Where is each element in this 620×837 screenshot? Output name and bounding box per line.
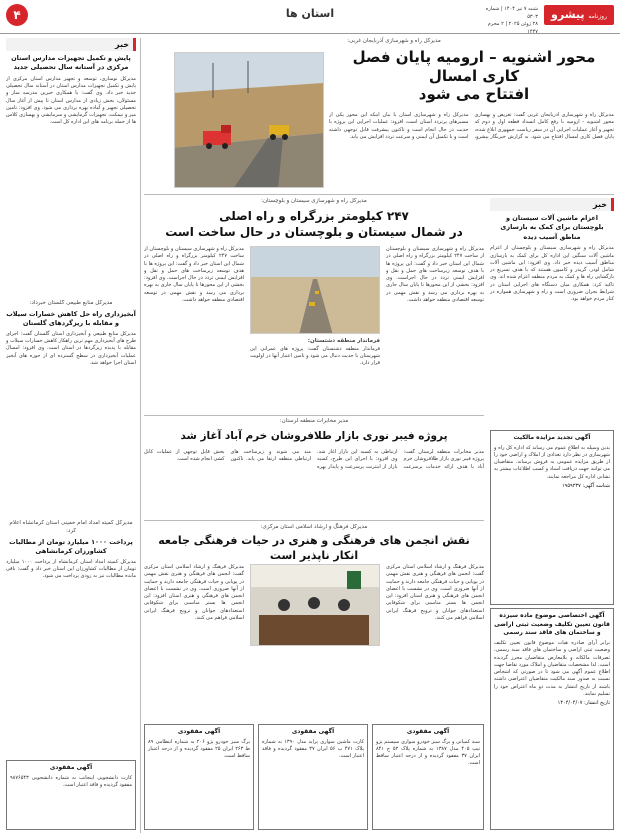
highway-photo	[250, 247, 379, 334]
lost-ad-1-text: برگ سبز خودرو پژو ۲۰۶ به شماره انتظامی ۸۹ ط ۲۶۳ ایران ۲۵ مفقود گردیده و از درجه اعتبار ساقط است.	[148, 738, 251, 760]
roller-icon	[309, 302, 315, 306]
road-photo	[250, 246, 380, 334]
lead-kicker: مدیرکل راه و شهرسازی آذربایجان غربی:	[347, 38, 441, 44]
road-body-2	[144, 246, 244, 411]
fiber-story	[144, 418, 484, 518]
culture-text: مدیرکل فرهنگ و ارشاد اسلامی استان مرکزی گفت: انجمن های فرهنگی و هنری نقش مهمی در پویایی و حیات فرهنگی جامعه دارند و حمایت از آنها ضروری است. وی در نشست با اعضای انجمن های فرهنگی و هنری استان افزود: این انجمن ها بستر مناسبی برای شکوفایی استعدادهای جوانان و ترویج فرهنگ ایرانی اسلامی فراهم می کنند.	[386, 564, 484, 621]
left-story-3	[6, 520, 136, 760]
left-story-3-title: پرداخت ۱۰۰۰ میلیارد تومان از مطالبات کشاورزان کرمانشاهی	[9, 537, 133, 556]
lead-headline	[334, 48, 614, 104]
culture-photo	[250, 564, 380, 646]
caption-text: فرماندار منطقه دشتستان گفت: پروژه های عمرانی این شهرستان با جدیت دنبال می شود و تامین اعتبار آنها در اولویت قرار دارد.	[250, 345, 380, 367]
flag-icon	[347, 571, 361, 589]
road-construction-photo	[174, 53, 323, 188]
lead-body	[329, 112, 614, 190]
road-text-continued: مدیرکل راه و شهرسازی سیستان و بلوچستان از ساخت ۲۴۷ کیلومتر بزرگراه و راه اصلی در شمال این استان خبر داد و گفت: این پروژه ها با هدف توسعه زیرساخت های حمل و نقل و افزایش ایمنی تردد در حال اجراست. وی افزود: بخشی از این محورها تا پایان سال جاری به بهره برداری می رسد و نقش مهمی در توسعه اقتصادی منطقه خواهد داشت.	[144, 246, 244, 303]
road-headline-line2: در شمال سیستان و بلوچستان در حال ساخت است	[165, 225, 463, 240]
lead-story	[174, 38, 614, 190]
culture-story	[144, 524, 484, 720]
lost-ad-2	[258, 724, 368, 830]
newspaper-logo	[544, 5, 614, 25]
page-number: ۴	[6, 4, 28, 26]
lost-ad-4-text: کارت دانشجویی اینجانب به شماره دانشجویی ۹۸۷۶۵۴۳ مفقود گردیده و فاقد اعتبار است.	[10, 774, 132, 788]
culture-text-continued: مدیرکل فرهنگ و ارشاد اسلامی استان مرکزی گفت: انجمن های فرهنگی و هنری نقش مهمی در پویایی و حیات فرهنگی جامعه دارند و حمایت از آنها ضروری است. وی در نشست با اعضای انجمن های فرهنگی و هنری استان افزود: این انجمن ها بستر مناسبی برای شکوفایی استعدادهای جوانان و ترویج فرهنگ ایرانی اسلامی فراهم می کنند.	[144, 564, 244, 621]
divider	[144, 194, 614, 195]
brand-prefix: روزنامه	[588, 13, 607, 20]
right-news-box	[490, 198, 614, 428]
road-headline	[144, 208, 484, 240]
left-story-3-text: مدیرکل کمیته امداد استان کرمانشاه از پرداخت ۱۰۰۰ میلیارد تومان از مطالبات کشاورزان این استان خبر داد و گفت: باقی مانده مطالبات نیز به زودی پرداخت می شود.	[6, 558, 136, 580]
right-news-title: اعزام ماشین آلات سیستان و بلوچستان برای کمک به بازسازی مناطق آسیب دیده	[500, 214, 604, 241]
notice-title: آگهی اختصاصی موضوع ماده سیزده قانون تعیین تکلیف وضعیت ثبتی اراضی و ساختمان های فاقد سند رسمی	[494, 612, 610, 637]
divider	[144, 520, 484, 521]
road-headline-line1: ۲۴۷ کیلومتر بزرگراه و راه اصلی	[219, 208, 409, 223]
left-story-2-text: مدیرکل منابع طبیعی و آبخیزداری استان گلستان گفت: اجرای طرح های آبخیزداری مهم ترین راهکار کاهش خسارات سیلاب و مقابله با پدیده ریزگردها در استان است. وی افزود: امسال عملیات آبخیزداری در سطح گسترده ای از حوزه های آبخیز استان اجرا خواهد شد.	[6, 330, 136, 366]
lost-ad-1-title: آگهی مفقودی	[177, 728, 221, 735]
notice-date: تاریخ انتشار: ۱۴۰۴/۰۴/۰۷	[557, 700, 610, 707]
left-story-2-kicker: مدیرکل منابع طبیعی گلستان خبرداد:	[29, 300, 113, 306]
culture-body-2	[144, 564, 244, 714]
notice-text: برابر آرای صادره هیات موضوع قانون تعیین تکلیف وضعیت ثبتی اراضی و ساختمان های فاقد سند رسمی، تصرفات مالکانه و بلامعارض متقاضیان محرز گردیده است. لذا مشخصات متقاضیان و املاک مورد تقاضا جهت اطلاع عموم آگهی می شود تا در صورتی که اشخاص نسبت به صدور سند مالکیت متقاضیان اعتراضی داشته باشند از تاریخ انتشار به مدت دو ماه اعتراض خود را تسلیم نمایند.	[494, 640, 610, 697]
lost-ad-1	[144, 724, 254, 830]
road-kicker: مدیرکل راه و شهرسازی سیستان و بلوچستان:	[261, 198, 367, 204]
fiber-kicker: مدیر مخابرات منطقه لرستان:	[279, 418, 349, 424]
table-icon	[259, 615, 369, 646]
issue-date-en: ۲۸ ژوئن ۲۰۲۵ | ۲ محرم ۱۴۴۷	[487, 21, 538, 35]
lost-ad-2-text: کارت ماشین سواری پراید مدل ۱۳۹۰ به شماره پلاک ۴۷۱ ب ۵۶ ایران ۳۷ مفقود گردیده و فاقد اعتبار است.	[262, 738, 364, 760]
divider	[144, 415, 484, 416]
tender-title: آگهی تجدید مزایده مالکیت	[513, 434, 591, 441]
right-news-text: مدیرکل راه و شهرسازی سیستان و بلوچستان از اعزام ماشین آلات سنگین این اداره کل برای کمک به بازسازی مناطق آسیب دیده خبر داد. وی افزود: این ماشین آلات شامل لودر، گریدر و کامیون هستند که با هدف تسریع در بازگشایی راه ها و کمک به مردم منطقه اعزام شده اند. وی تاکید کرد: همکاری میان دستگاه های اجرایی استان در شرایط بحران ضروری است و راه و شهرسازی همواره در کنار مردم خواهد بود.	[490, 245, 614, 303]
tender-text: بدین وسیله به اطلاع عموم می رساند که اداره کل راه و شهرسازی در نظر دارد تعدادی از املاک و اراضی خود را از طریق مزایده عمومی به فروش برساند. متقاضیان می توانند جهت دریافت اسناد و کسب اطلاعات بیشتر به نشانی اداره کل مراجعه نمایند.	[494, 444, 610, 480]
road-story	[144, 198, 484, 413]
lost-ad-4	[6, 760, 136, 830]
tender-code: شناسه آگهی: ۱۹۵۹۲۳۷	[561, 482, 610, 489]
left-news-title: پایش و تکمیل تجهیزات مدارس استان مرکزی در آستانه سال تحصیلی جدید	[11, 54, 131, 72]
lead-headline-line2: افتتاح می شود	[418, 85, 530, 104]
tender-ad	[490, 430, 614, 605]
lost-ad-3	[372, 724, 484, 830]
lead-photo	[174, 52, 324, 188]
road-text: مدیرکل راه و شهرسازی سیستان و بلوچستان از ساخت ۲۴۷ کیلومتر بزرگراه و راه اصلی در شمال این استان خبر داد و گفت: این پروژه ها با هدف توسعه زیرساخت های حمل و نقل و افزایش ایمنی تردد در حال اجراست. وی افزود: بخشی از این محورها تا پایان سال جاری به بهره برداری می رسد و نقش مهمی در توسعه اقتصادی منطقه خواهد داشت.	[386, 246, 484, 303]
issue-date-fa: شنبه ۷ تیر ۱۴۰۴ | شماره ۵۳۰۳	[485, 6, 538, 20]
lead-headline-line1: محور اشنویه – ارومیه پایان فصل کاری امسال	[352, 47, 596, 85]
section-title: استان ها	[285, 7, 335, 20]
lost-ad-3-title: آگهی مفقودی	[406, 728, 450, 735]
registration-notice	[490, 608, 614, 830]
lost-ad-4-title: آگهی مفقودی	[49, 764, 93, 771]
lost-ad-2-title: آگهی مفقودی	[291, 728, 335, 735]
left-story-3-kicker: مدیرکل کمیته امداد امام خمینی استان کرمانشاه اعلام کرد:	[9, 520, 133, 534]
page-header	[0, 0, 620, 34]
caption-story	[250, 338, 380, 413]
caption-kicker: فرماندار منطقه دشتستان:	[307, 338, 380, 344]
left-story-2-title: آبخیزداری راه حل کاهش خسارات سیلاب و مقابله با ریزگردهای گلستان	[6, 309, 136, 328]
culture-headline-line2: انکار ناپذیر است	[269, 548, 359, 562]
left-news-label: خبر	[6, 38, 136, 51]
news-label: خبر	[490, 198, 614, 211]
left-story-2	[6, 300, 136, 470]
culture-body	[386, 564, 484, 714]
left-news-text: مدیرکل نوسازی، توسعه و تجهیز مدارس استان مرکزی از پایش و تکمیل تجهیزات مدارس استان در آستانه سال تحصیلی جدید خبر داد. وی گفت: با همکاری خیرین مدرسه ساز و مسئولان، بخش زیادی از مدارس استان تا پیش از آغاز سال تحصیلی تجهیز و آماده بهره برداری می شود. وی افزود: تامین میز و نیمکت، تجهیزات گرمایشی و سرمایشی و بهسازی کلاس ها از جمله برنامه های این اداره کل است.	[6, 75, 136, 126]
column-divider	[140, 38, 141, 833]
issue-info	[478, 6, 538, 36]
loader-icon	[269, 125, 289, 135]
left-news-box	[6, 38, 136, 328]
brand-name: پیشرو	[551, 8, 585, 21]
meeting-photo	[250, 565, 379, 646]
culture-kicker: مدیرکل فرهنگ و ارشاد اسلامی استان مرکزی:	[260, 524, 368, 530]
lost-ad-3-text: سند کمپانی و برگ سبز خودرو سواری سیستم پژو تیپ ۴۰۵ مدل ۱۳۸۷ به شماره پلاک ۵۲ ج ۸۴۱ ایران ۳۷ مفقود گردیده و از درجه اعتبار ساقط است.	[376, 738, 481, 767]
fiber-text: مدیر مخابرات منطقه لرستان گفت: پروژه فیبر نوری بازار طلافروشان خرم آباد با هدف ارائه خدمات پرسرعت ارتباطی به کسبه این بازار آغاز شد. وی افزود: با اجرای این طرح، کسبه بازار از اینترنت پرسرعت و پایدار بهره مند می شوند و زیرساخت های ارتباطی منطقه ارتقا می یابد. تاکنون بخش قابل توجهی از عملیات کابل کشی انجام شده است.	[144, 449, 484, 470]
culture-headline-line1: نقش انجمن های فرهنگی و هنری در حیات فرهنگی جامعه	[158, 533, 470, 547]
truck-icon	[203, 131, 231, 145]
fiber-headline: پروژه فیبر نوری بازار طلافروشان خرم آباد آغاز شد	[180, 429, 448, 442]
lead-text: مدیرکل راه و شهرسازی آذربایجان غربی گفت: تعریض و بهسازی محور اشنویه - ارومیه با رفع کامل انسداد قطعه اول و دوم که تجهیز و آغاز عملیات اجرایی آن در سفر ریاست جمهوری ابلاغ شده، پایان فصل کاری امسال افتتاح می شود. به گزارش خبرنگار پیشرو، مدیرکل راه و شهرسازی استان با بیان اینکه این محور یکی از مسیرهای پرتردد استان است، افزود: عملیات اجرایی این پروژه با جدیت در حال انجام است و تاکنون پیشرفت قابل توجهی داشته است و با تکمیل آن ایمنی و سرعت تردد افزایش می یابد.	[329, 112, 614, 140]
culture-headline	[144, 534, 484, 564]
road-body	[386, 246, 484, 411]
